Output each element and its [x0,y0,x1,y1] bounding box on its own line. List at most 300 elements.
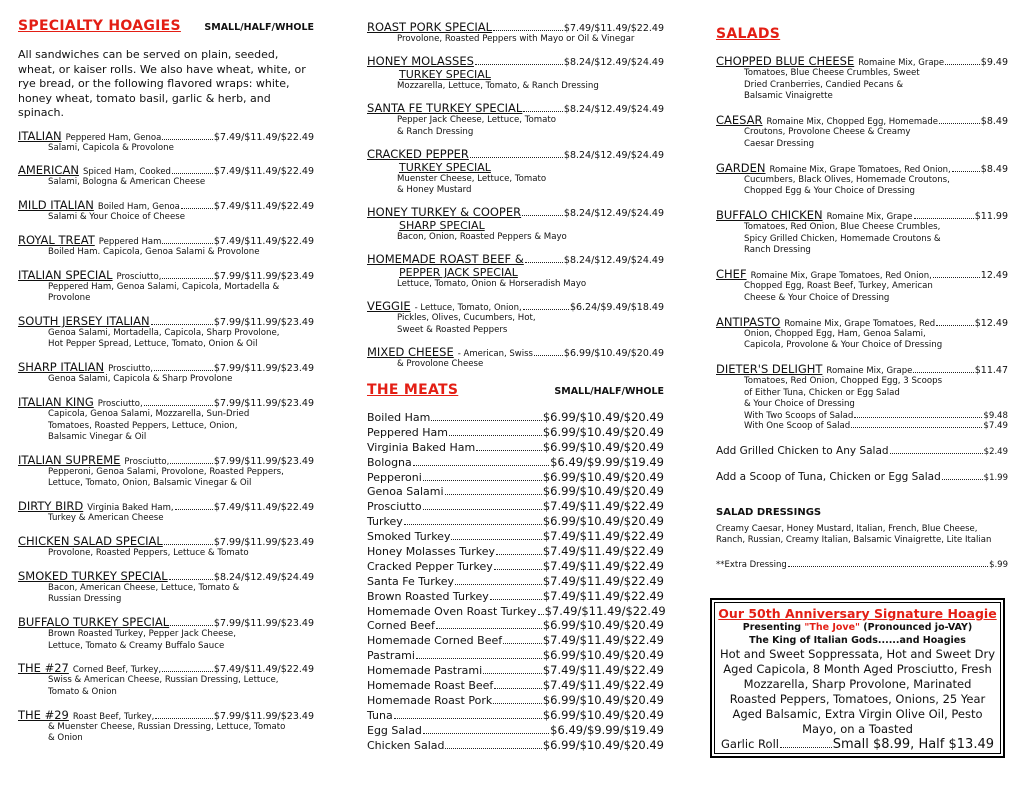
item-description: Chopped Egg & Your Choice of Dressing [744,186,916,196]
meat-price: $7.49/$11.49/$22.49 [544,603,666,618]
leader-dots [494,569,542,570]
meat-price: $6.49/$9.99/$19.49 [550,722,664,737]
item-description: Lettuce, Tomato & Creamy Buffalo Sauce [48,640,225,651]
item-name: SHARP ITALIAN [18,360,105,375]
item-description: Onion, Chopped Egg, Ham, Genoa Salami, [744,328,926,339]
item-price: $8.49 [980,116,1008,127]
add-list [716,445,1008,483]
salad-addon [716,445,1008,457]
special-item [367,299,664,336]
leader-dots [455,584,542,585]
salad-addon [716,471,1008,483]
item-description: Tomatoes, Red Onion, Blue Cheese Crumbles, [744,222,941,232]
item-name: ROYAL TREAT [18,232,95,247]
item-line [716,161,1008,175]
item-description: Bacon, Onion, Roasted Peppers & Mayo [397,232,567,242]
meat-item [367,604,664,619]
meat-item [367,678,664,693]
leader-dots [854,417,982,418]
item-name: GARDEN [716,160,766,175]
meat-name: Homemade Oven Roast Turkey [367,604,537,618]
meat-name: Turkey [367,515,403,529]
item-description: Salami, Capicola & Provolone [48,142,174,153]
leader-dots [493,703,542,704]
item-price: $6.24/$9.49/$18.49 [569,302,664,313]
item-price: $8.24/$12.49/$24.49 [563,57,664,68]
item-description: Provolone [48,293,91,304]
item-name: VEGGIE [367,299,411,313]
leader-dots [151,324,213,325]
item-price: $7.99/$11.99/$23.49 [213,455,314,467]
item-description: Balsamic Vinaigrette [744,91,833,101]
meat-item [367,514,664,529]
addon-label: Add a Scoop of Tuna, Chicken or Egg Salad [716,470,941,483]
extra-dressing-label: **Extra Dressing [716,559,787,570]
item-description: Capicola, Provolone & Your Choice of Dressing [744,340,943,350]
item-subtitle: Peppered Ham [98,236,162,247]
item-description: Chopped Egg, Roast Beef, Turkey, American [744,281,933,291]
hoagie-list [18,129,314,745]
item-description: Muenster Cheese, Lettuce, Tomato [397,173,547,184]
item-name: ITALIAN [18,128,62,143]
special-item [367,252,664,291]
leader-dots [490,599,542,600]
anniversary-body: Hot and Sweet Soppressata, Hot and Sweet Dry Aged Capicola, 8 Month Aged Prosciutto, Fresh Mozzarella, Sharp Provolone, Marinated Roasted Peppers, Tomatoes, Onions, 25 Year Aged Balsamic, Extra Virgin Olive Oil, Pesto Mayo, on a Toasted [719,647,996,736]
salad-extra-row [716,411,1008,421]
item-description: Peppered Ham, Genoa Salami, Capicola, Mortadella & [48,281,280,292]
item-description: Tomatoes, Red Onion, Chopped Egg, 3 Scoops [744,376,943,386]
leader-dots [445,748,541,749]
leader-dots [175,509,213,510]
item-name: MILD ITALIAN [18,198,94,213]
item-line [18,615,314,629]
leader-dots [155,718,213,719]
meat-name: Homemade Pastrami [367,664,483,678]
item-subtitle: Romaine Mix, Grape Tomatoes, Red Onion, [750,271,932,281]
leader-dots [162,278,212,279]
item-price: 12.49 [980,270,1008,281]
hoagie-item [18,499,314,525]
salad-item [716,267,1008,304]
meat-item [367,484,664,499]
meat-name: Corned Beef [367,619,435,633]
salad-item [716,208,1008,257]
item-description: Bacon, American Cheese, Lettuce, Tomato & [48,582,240,593]
meats-title: THE MEATS [367,382,459,398]
item-line [18,129,314,143]
hoagie-item [18,453,314,490]
item-price: $7.49/$11.49/$22.49 [213,201,314,213]
item-line [367,54,664,68]
meat-name: Genoa Salami [367,485,444,499]
meat-item [367,738,664,753]
item-price: $7.49/$11.49/$22.49 [213,131,314,143]
item-description: Tomato & Onion [48,686,117,697]
item-line [18,198,314,212]
anniversary-last-label: Garlic Roll [721,737,779,751]
leader-dots [788,566,988,567]
item-description: Hot Pepper Spread, Lettuce, Tomato, Onion & Oil [48,339,258,350]
meat-name: Homemade Roast Pork [367,693,493,707]
meat-name: Pepperoni [367,470,422,484]
special-item [367,101,664,138]
leader-dots [423,509,542,510]
item-price: $7.49/$11.49/$22.49 [563,23,664,34]
leader-dots [503,643,542,644]
item-name: HONEY TURKEY & COOPER [367,205,522,219]
leader-dots [423,480,542,481]
item-line [18,569,314,583]
item-line [18,163,314,177]
meat-item [367,633,664,648]
meat-list [367,410,664,752]
item-price: $12.49 [974,317,1008,329]
meat-item [367,723,664,738]
item-price: $7.99/$11.99/$23.49 [213,536,314,548]
hoagie-item [18,129,314,155]
hoagie-item [18,615,314,652]
item-subtitle: - American, Swiss [457,348,533,359]
leader-dots [162,243,213,244]
hoagie-item [18,198,314,224]
meat-item [367,663,664,678]
leader-dots [169,579,213,580]
leader-dots [162,139,213,140]
meat-price: $7.49/$11.49/$22.49 [542,558,664,573]
hoagie-item [18,360,314,386]
item-name: CAESAR [716,113,763,127]
leader-dots [933,277,980,278]
salad-item [716,362,1008,431]
special-item [367,345,664,371]
extra-dressing-price: $.99 [989,559,1008,570]
leader-dots [936,325,974,326]
meat-name: Prosciutto [367,500,422,514]
leader-dots [172,173,213,174]
item-subtitle: Prosciutto, [97,399,143,410]
leader-dots [170,625,213,626]
item-line [716,267,1008,281]
leader-dots [451,539,541,540]
leader-dots [493,30,563,31]
item-description: Boiled Ham. Capicola, Genoa Salami & Provolone [48,246,260,257]
dressings-title: SALAD DRESSINGS [716,506,822,518]
item-subtitle: Romaine Mix, Grape Tomatoes, Red [784,318,936,329]
leader-dots [522,215,563,216]
salad-extra-row [716,421,1008,431]
item-name: HOMEMADE ROAST BEEF & [367,252,524,266]
leader-dots [851,427,982,428]
item-line [716,208,1008,222]
item-name: SANTA FE TURKEY SPECIAL [367,101,523,115]
item-description: Salami, Bologna & American Cheese [48,177,206,188]
salad-list [716,54,1008,431]
addon-label: Add Grilled Chicken to Any Salad [716,444,889,457]
leader-dots [181,208,213,209]
item-line [18,499,314,513]
item-price: $7.99/$11.99/$23.49 [213,270,314,282]
item-price: $7.99/$11.99/$23.49 [213,618,314,630]
hoagies-intro: All sandwiches can be served on plain, seeded, wheat, or kaiser rolls. We also have wheat, white, or rye bread, or the following flavored wraps: white, honey wheat, tomato basil, garlic & herb, and spinach. [18,48,306,119]
item-description: Spicy Grilled Chicken, Homemade Croutons & [744,233,941,244]
item-description: Genoa Salami, Capicola & Sharp Provolone [48,374,233,385]
item-line [18,268,314,282]
item-name: ROAST PORK SPECIAL [367,20,493,34]
item-description: Turkey & American Cheese [48,513,164,524]
item-description: Tomatoes, Roasted Peppers, Lettuce, Onion, [48,420,238,431]
salad-item [716,161,1008,198]
salad-item [716,54,1008,103]
item-line [716,113,1008,127]
hoagie-item [18,534,314,560]
meat-name: Santa Fe Turkey [367,574,455,588]
item-name: AMERICAN [18,163,79,178]
item-name: DIETER'S DELIGHT [716,362,823,376]
item-line [18,534,314,548]
meat-name: Tuna [367,708,393,722]
special-item [367,20,664,46]
item-name: CHOPPED BLUE CHEESE [716,54,855,68]
item-description: Lettuce, Tomato, Onion & Horseradish Mayo [397,279,587,289]
item-name: THE #29 [18,707,69,722]
item-description: & Ranch Dressing [397,126,474,137]
item-description: Capicola, Genoa Salami, Mozzarella, Sun-Dried [48,409,250,420]
item-price: $7.49/$11.49/$22.49 [213,664,314,676]
leader-dots [431,420,541,421]
meat-price: $6.99/$10.49/$20.49 [542,618,664,633]
meats-size-label: SMALL/HALF/WHOLE [554,386,664,397]
special-item [367,147,664,197]
leader-dots [945,64,980,65]
middle-column [367,20,664,752]
leader-dots [445,494,542,495]
meat-item [367,708,664,723]
extra-dressing-row [716,560,1008,570]
meat-item [367,410,664,425]
item-line [367,205,664,219]
hoagie-item [18,708,314,745]
item-price: $7.49/$11.49/$22.49 [213,235,314,247]
item-subtitle: Prosciutto, [108,364,153,375]
item-description: Ranch Dressing [744,245,811,255]
item-description: Sweet & Roasted Peppers [397,324,508,335]
meat-price: $6.99/$10.49/$20.49 [542,514,664,529]
anniversary-box [710,598,1005,758]
leader-dots [494,688,542,689]
item-name: CHEF [716,267,747,281]
meat-price: $6.99/$10.49/$20.49 [542,424,664,439]
jove-name: "The Jove" [804,622,860,633]
leader-dots [154,370,213,371]
item-name: ITALIAN SPECIAL [18,267,113,282]
item-description: Caesar Dressing [744,138,815,149]
meat-price: $7.49/$11.49/$22.49 [542,529,664,544]
item-name: MIXED CHEESE [367,344,454,359]
leader-dots [162,671,213,672]
leader-dots [939,123,980,124]
item-name: CHICKEN SALAD SPECIAL [18,533,163,548]
meat-name: Virginia Baked Ham [367,440,476,454]
special-item [367,54,664,93]
meat-name: Smoked Turkey [367,530,451,544]
item-price: $6.99/$10.49/$20.49 [563,347,664,359]
item-subtitle: Romaine Mix, Grape [826,366,913,376]
meat-name: Honey Molasses Turkey [367,545,496,559]
item-subtitle: Virginia Baked Ham, [87,503,174,514]
hoagies-header [18,18,314,34]
item-description: of Either Tuna, Chicken or Egg Salad [744,387,900,398]
item-description: Pepper Jack Cheese, Lettuce, Tomato [397,115,557,125]
meat-price: $7.49/$11.49/$22.49 [542,499,664,514]
meat-price: $6.99/$10.49/$20.49 [542,469,664,484]
item-subtitle: Peppered Ham, Genoa [65,132,162,143]
item-description: Tomatoes, Blue Cheese Crumbles, Sweet [744,68,920,78]
meat-name: Homemade Roast Beef [367,679,494,693]
meat-price: $6.99/$10.49/$20.49 [542,410,664,424]
special-list [367,20,664,370]
item-name: ANTIPASTO [716,314,781,329]
meat-item [367,648,664,663]
salads-column [716,26,1008,570]
item-description: Brown Roasted Turkey, Pepper Jack Cheese, [48,629,236,640]
meat-price: $7.49/$11.49/$22.49 [542,588,664,603]
item-subtitle: Prosciutto, [124,456,170,467]
item-subtitle: Romaine Mix, Grape [858,58,945,68]
leader-dots [780,747,832,748]
hoagie-item [18,163,314,189]
item-line [18,453,314,467]
item-subname: SHARP SPECIAL [399,219,485,232]
item-subtitle: Romaine Mix, Grape [826,212,913,222]
item-description: Lettuce, Tomato, Onion, Balsamic Vinegar & Oil [48,478,252,489]
meat-item [367,589,664,604]
item-description: Pepperoni, Genoa Salami, Provolone, Roasted Peppers, [48,466,284,477]
meat-price: $6.99/$10.49/$20.49 [542,707,664,722]
salad-item [716,113,1008,150]
leader-dots [525,262,563,263]
item-description: Cucumbers, Black Olives, Homemade Croutons, [744,174,950,185]
leader-dots [170,463,213,464]
meat-item [367,499,664,514]
item-description: Mozzarella, Lettuce, Tomato, & Ranch Dressing [397,81,599,91]
leader-dots [470,157,563,158]
addon-price: $1.99 [983,472,1008,483]
leader-dots [952,171,980,172]
item-subtitle: - Lettuce, Tomato, Onion, [414,303,522,313]
item-subtitle: Corned Beef, Turkey, [72,665,162,676]
leader-dots [913,372,973,373]
item-description: & Your Choice of Dressing [744,399,855,409]
meat-item [367,470,664,485]
hoagie-item [18,395,314,444]
meat-price: $7.49/$11.49/$22.49 [542,544,664,559]
item-description: & Muenster Cheese, Russian Dressing, Lettuce, Tomato [48,721,286,732]
item-line [18,360,314,374]
meat-price: $7.49/$11.49/$22.49 [542,633,664,648]
leader-dots [534,355,563,356]
item-description: & Provolone Cheese [397,358,484,369]
item-name: HONEY MOLASSES [367,54,474,68]
special-item [367,205,664,244]
leader-dots [404,524,542,525]
leader-dots [538,614,544,615]
salads-header [716,26,1008,42]
item-description: Provolone, Roasted Peppers with Mayo or Oil & Vinegar [397,34,635,44]
pronounced-note: (Pronounced jo-VAY) [859,622,973,633]
item-subtitle: Spiced Ham, Cooked [82,167,171,178]
salads-title: SALADS [716,26,781,42]
item-description: Genoa Salami, Mortadella, Capicola, Sharp Provolone, [48,327,280,338]
meat-name: Bologna [367,455,412,469]
item-price: $7.99/$11.99/$23.49 [213,710,314,722]
meat-item [367,440,664,455]
leader-dots [416,658,542,659]
item-description: Salami & Your Choice of Cheese [48,212,186,223]
anniversary-title: Our 50th Anniversary Signature Hoagie [718,606,997,621]
meat-name: Egg Salad [367,723,422,737]
meat-price: $7.49/$11.49/$22.49 [542,678,664,693]
extra-price: $9.48 [983,410,1008,421]
item-price: $8.24/$12.49/$24.49 [563,104,664,115]
item-description: & Honey Mustard [397,185,472,195]
item-price: $9.49 [980,57,1008,68]
item-subtitle: Boiled Ham, Genoa [97,202,180,213]
item-name: THE #27 [18,661,69,676]
item-line [716,54,1008,68]
item-subname: TURKEY SPECIAL [399,160,491,174]
anniversary-price: Small $8.99, Half $13.49 [832,737,994,752]
meat-name: Cracked Pepper Turkey [367,559,493,573]
item-line [716,362,1008,376]
leader-dots [413,465,549,466]
item-line [18,661,314,675]
item-line [18,708,314,722]
meat-item [367,574,664,589]
item-description: Croutons, Provolone Cheese & Creamy [744,127,911,137]
meat-price: $6.99/$10.49/$20.49 [542,648,664,663]
item-line [716,315,1008,329]
leader-dots [394,718,542,719]
salad-item [716,315,1008,352]
leader-dots [890,453,983,454]
item-price: $7.49/$11.49/$22.49 [213,502,314,514]
item-line [367,20,664,34]
leader-dots [436,628,542,629]
item-subtitle: Romaine Mix, Grape Tomatoes, Red Onion, [769,164,951,175]
anniversary-box-inner [714,602,1001,754]
leader-dots [449,435,542,436]
item-price: $8.24/$12.49/$24.49 [213,571,314,583]
item-line [367,252,664,266]
meat-price: $7.49/$11.49/$22.49 [542,573,664,588]
leader-dots [942,479,983,480]
meat-name: Peppered Ham [367,425,448,439]
hoagie-item [18,314,314,351]
meat-price: $6.99/$10.49/$20.49 [542,692,664,707]
item-line [367,299,664,313]
item-description: Russian Dressing [48,594,122,605]
meat-price: $6.99/$10.49/$20.49 [542,737,664,752]
item-name: DIRTY BIRD [18,499,84,514]
item-price: $11.99 [974,211,1008,222]
leader-dots [496,554,542,555]
item-description: Balsamic Vinegar & Oil [48,432,147,443]
hoagie-item [18,661,314,698]
leader-dots [523,111,563,112]
meat-name: Homemade Corned Beef [367,634,503,648]
item-name: SOUTH JERSEY ITALIAN [18,313,150,328]
meat-item [367,544,664,559]
